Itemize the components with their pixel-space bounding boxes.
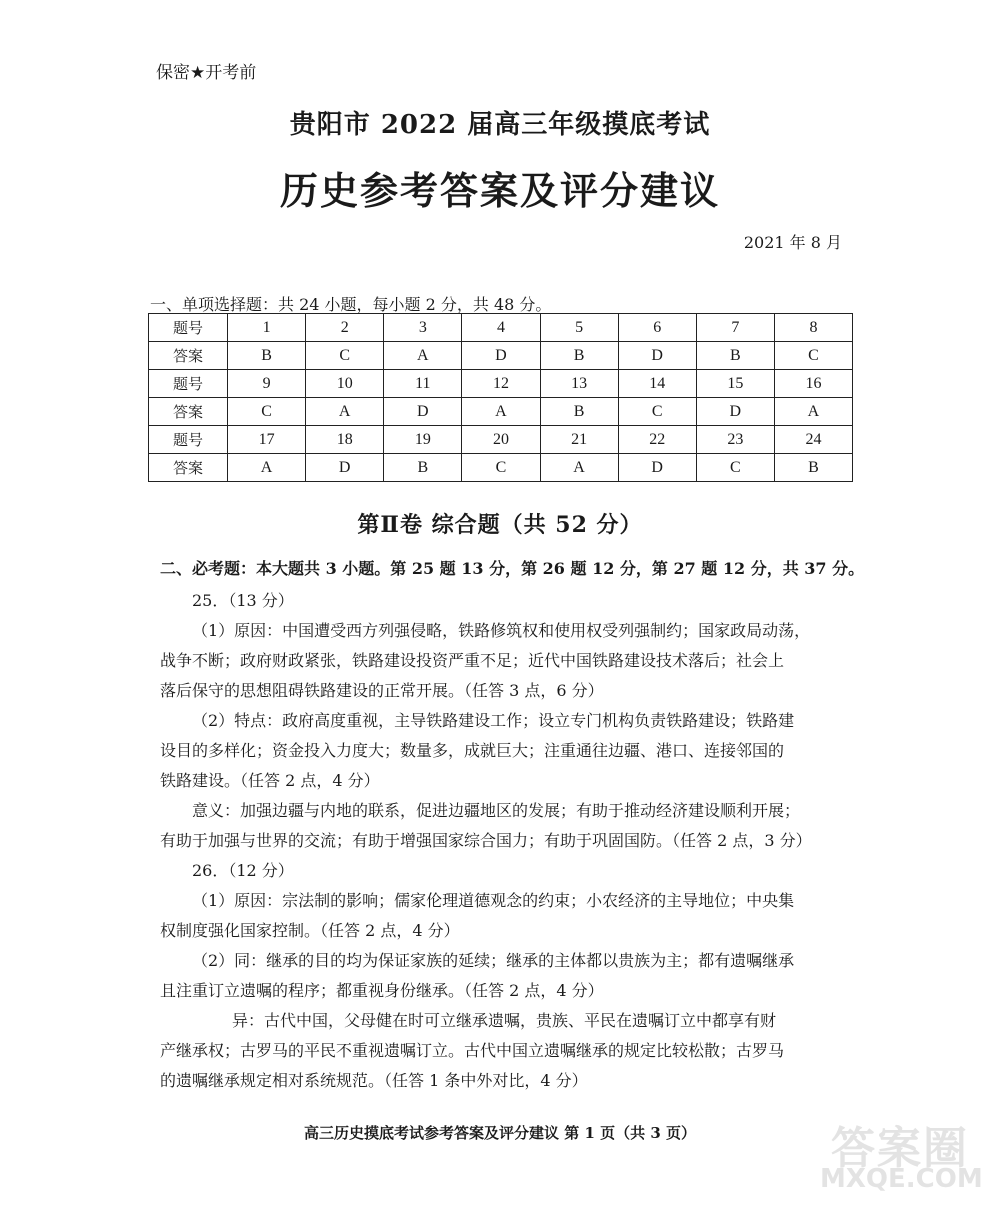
table-cell: C <box>696 454 774 482</box>
table-cell: D <box>618 454 696 482</box>
table-cell: 2 <box>306 314 384 342</box>
table-cell: A <box>228 454 306 482</box>
body-line: 落后保守的思想阻碍铁路建设的正常开展。（任答 3 点，6 分） <box>160 681 604 700</box>
page-footer: 高三历史摸底考试参考答案及评分建议 第 1 页（共 3 页） <box>304 1124 696 1142</box>
watermark-url: MXQE.COM <box>820 1164 983 1194</box>
body-line: （2）特点：政府高度重视，主导铁路建设工作；设立专门机构负责铁路建设；铁路建 <box>192 711 795 730</box>
table-cell: 18 <box>306 426 384 454</box>
section1-heading: 一、单项选择题：共 24 小题，每小题 2 分，共 48 分。 <box>150 295 552 314</box>
question-25-heading: 25．（13 分） <box>192 591 294 610</box>
table-cell: C <box>306 342 384 370</box>
table-row <box>149 426 853 454</box>
table-row <box>149 370 853 398</box>
body-line: 铁路建设。（任答 2 点，4 分） <box>160 771 380 790</box>
table-cell: 3 <box>384 314 462 342</box>
table-cell: 19 <box>384 426 462 454</box>
table-cell: D <box>696 398 774 426</box>
table-cell: B <box>774 454 852 482</box>
table-cell: A <box>384 342 462 370</box>
table-cell: 7 <box>696 314 774 342</box>
table-cell: B <box>540 342 618 370</box>
table-cell: 10 <box>306 370 384 398</box>
confidential-label: 保密★开考前 <box>156 63 257 83</box>
document-date: 2021 年 8 月 <box>743 233 842 252</box>
table-cell: A <box>540 454 618 482</box>
table-cell: 22 <box>618 426 696 454</box>
question-26-heading: 26．（12 分） <box>192 861 294 880</box>
table-cell: C <box>228 398 306 426</box>
body-line: 设目的多样化；资金投入力度大；数量多，成就巨大；注重通往边疆、港口、连接邻国的 <box>160 741 785 760</box>
watermark-logo <box>820 1112 983 1202</box>
body-line: 意义：加强边疆与内地的联系，促进边疆地区的发展；有助于推动经济建设顺利开展； <box>192 801 801 820</box>
table-cell: 14 <box>618 370 696 398</box>
document-title: 历史参考答案及评分建议 <box>279 168 720 213</box>
table-cell: 13 <box>540 370 618 398</box>
table-row <box>149 342 853 370</box>
table-cell: B <box>540 398 618 426</box>
section2-title: 第Ⅱ卷 综合题（共 52 分） <box>357 512 643 538</box>
table-row <box>149 398 853 426</box>
table-cell: 16 <box>774 370 852 398</box>
table-cell: 24 <box>774 426 852 454</box>
row-header-cell: 答案 <box>149 342 228 370</box>
answer-body <box>160 586 850 1096</box>
table-cell: A <box>306 398 384 426</box>
table-cell: D <box>462 342 540 370</box>
table-cell: 8 <box>774 314 852 342</box>
table-cell: A <box>774 398 852 426</box>
body-line: （1）原因：宗法制的影响；儒家伦理道德观念的约束；小农经济的主导地位；中央集 <box>192 891 795 910</box>
table-cell: A <box>462 398 540 426</box>
table-cell: 1 <box>228 314 306 342</box>
table-cell: B <box>384 454 462 482</box>
table-cell: 4 <box>462 314 540 342</box>
row-header-cell: 答案 <box>149 454 228 482</box>
body-line: （1）原因：中国遭受西方列强侵略，铁路修筑权和使用权受列强制约；国家政局动荡， <box>192 621 811 640</box>
table-cell: B <box>696 342 774 370</box>
body-line: 产继承权；古罗马的平民不重视遗嘱订立。古代中国立遗嘱继承的规定比较松散；古罗马 <box>160 1041 785 1060</box>
row-header-cell: 题号 <box>149 426 228 454</box>
table-cell: C <box>462 454 540 482</box>
table-cell: 15 <box>696 370 774 398</box>
table-cell: 6 <box>618 314 696 342</box>
exam-title: 贵阳市 2022 届高三年级摸底考试 <box>289 110 711 140</box>
table-cell: 21 <box>540 426 618 454</box>
table-cell: 23 <box>696 426 774 454</box>
body-line: 权制度强化国家控制。（任答 2 点，4 分） <box>160 921 460 940</box>
table-cell: 11 <box>384 370 462 398</box>
body-line: （2）同：继承的目的均为保证家族的延续；继承的主体都以贵族为主；都有遗嘱继承 <box>192 951 795 970</box>
answer-table <box>148 313 853 482</box>
table-cell: 12 <box>462 370 540 398</box>
body-line: 异：古代中国，父母健在时可立继承遗嘱，贵族、平民在遗嘱订立中都享有财 <box>232 1011 777 1030</box>
table-cell: C <box>774 342 852 370</box>
table-cell: D <box>618 342 696 370</box>
body-line: 战争不断；政府财政紧张，铁路建设投资严重不足；近代中国铁路建设技术落后；社会上 <box>160 651 785 670</box>
table-cell: C <box>618 398 696 426</box>
row-header-cell: 答案 <box>149 398 228 426</box>
section2-heading: 二、必考题：本大题共 3 小题。第 25 题 13 分，第 26 题 12 分，第 27 题 12 分，共 37 分。 <box>160 559 865 578</box>
row-header-cell: 题号 <box>149 370 228 398</box>
table-cell: D <box>384 398 462 426</box>
table-row <box>149 314 853 342</box>
table-row <box>149 454 853 482</box>
table-cell: 17 <box>228 426 306 454</box>
table-cell: 5 <box>540 314 618 342</box>
table-cell: B <box>228 342 306 370</box>
body-line: 且注重订立遗嘱的程序；都重视身份继承。（任答 2 点，4 分） <box>160 981 604 1000</box>
table-cell: 20 <box>462 426 540 454</box>
table-cell: D <box>306 454 384 482</box>
row-header-cell: 题号 <box>149 314 228 342</box>
table-cell: 9 <box>228 370 306 398</box>
body-line: 有助于加强与世界的交流；有助于增强国家综合国力；有助于巩固国防。（任答 2 点，3 分） <box>160 831 812 850</box>
watermark-text: 答案圈 <box>831 1123 969 1174</box>
body-line: 的遗嘱继承规定相对系统规范。（任答 1 条中外对比，4 分） <box>160 1071 588 1090</box>
